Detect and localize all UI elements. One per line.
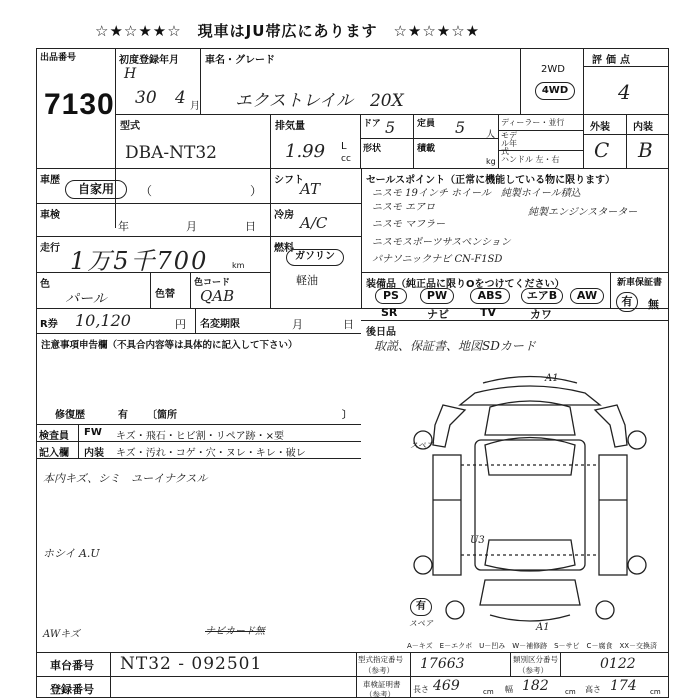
equip-airbag: エアB [521, 288, 563, 304]
warranty-label: 新車保証書 [617, 278, 663, 288]
name-change-month: 月 [292, 318, 303, 331]
height-unit: cm [650, 688, 661, 696]
fuel-label: 燃料 [274, 243, 294, 254]
warranty-yes: 有 [616, 292, 638, 312]
displacement-value: 1.99 [285, 141, 326, 162]
repair-close: 〕 [342, 410, 352, 421]
color-label: 色 [40, 279, 50, 290]
diagram-mark-spare-left: スペア [410, 441, 434, 450]
recycle-value: 10,120 [75, 311, 131, 330]
inspection-year-unit: 年 [118, 220, 129, 233]
sales-point-1: ニスモ 19インチ ホイール 純製ホイール積込 [372, 188, 581, 199]
width-label: 幅 [505, 685, 513, 694]
capacity-value: 5 [455, 118, 466, 137]
first-registration-label: 初度登録年月 [119, 55, 179, 66]
lot-number: 7130 [44, 88, 115, 121]
inspector-label: 検査員 [39, 431, 69, 442]
type-number-value: 17663 [420, 656, 465, 672]
color-code-value: QAB [200, 287, 235, 305]
car-name-label: 車名・グレード [205, 55, 275, 66]
load-label: 積載 [417, 144, 436, 154]
color-change-label: 色替 [155, 289, 175, 300]
sales-point-2: ニスモ エアロ [372, 202, 436, 213]
length-value: 469 [433, 678, 460, 694]
diagram-mark-rear: A1 [536, 622, 550, 633]
chassis-label: 車台番号 [50, 659, 94, 672]
equip-navi: ナビ [427, 308, 449, 321]
history-label: 車歴 [40, 175, 60, 186]
car-damage-diagram [395, 365, 665, 640]
first-registration-era: H [124, 66, 137, 82]
name-change-label: 名変期限 [200, 319, 240, 330]
drive-2wd: 2WD [541, 64, 565, 75]
handle-label: ハンドル 左・右 [501, 155, 560, 164]
reg-number-label: 登録番号 [50, 683, 94, 696]
model-year-label: モデル年式 [501, 131, 517, 156]
diagram-legend: A－キズ E－エクボ U－凹み W－補修跡 S－サビ C－腐食 XX－交換済 [407, 642, 658, 650]
diagram-mark-front: A1 [545, 373, 559, 384]
class-number-value: 0122 [600, 656, 636, 672]
mileage-value: 1万5千700 [70, 247, 209, 275]
equip-aw: AW [570, 288, 604, 304]
inspector-interior: 内装 [84, 448, 104, 459]
type-number-label: 型式指定番号 [358, 655, 403, 664]
history-paren-close: ） [250, 184, 263, 198]
mileage-label: 走行 [40, 243, 60, 254]
inspection-label: 車検 [40, 210, 60, 221]
model-value: DBA-NT32 [125, 143, 217, 163]
repair-place: 〔箇所 [147, 410, 177, 421]
aircon-label: 冷房 [274, 210, 294, 221]
handwritten-note-1: 本内キズ、シミ ユーイナクスル [43, 472, 208, 485]
lot-label: 出品番号 [40, 53, 77, 63]
doors-label: ドア [363, 119, 381, 129]
exterior-label: 外装 [590, 122, 610, 133]
handwritten-note-4: ナビカード無 [205, 626, 265, 637]
capacity-unit: 人 [486, 130, 496, 140]
inspection-day-unit: 日 [245, 220, 256, 233]
handwritten-note-2: ホシイ A.U [43, 547, 100, 560]
shape-label: 形状 [363, 144, 382, 154]
load-unit: kg [486, 157, 496, 166]
history-value: 自家用 [65, 180, 127, 199]
height-label: 高さ [585, 685, 601, 694]
name-change-day: 日 [343, 318, 354, 331]
repair-value: 有 [118, 410, 128, 421]
shift-label: シフト [274, 175, 304, 186]
notes-label: 注意事項申告欄（不具合内容等は具体的に記入して下さい） [41, 340, 298, 351]
page-title: ☆★☆★★☆ 現車はJU帯広にあります ☆★☆★☆★ [95, 22, 481, 40]
equip-ps: PS [375, 288, 407, 304]
equipment-label: 装備品（純正品に限りOをつけてください） [366, 279, 565, 290]
repair-label: 修復歴 [55, 410, 85, 421]
displacement-unit-cc: cc [341, 154, 351, 164]
height-value: 174 [610, 678, 637, 694]
sales-point-3: ニスモ マフラー [372, 219, 446, 230]
diagram-mark-yes: 有 [410, 598, 432, 616]
width-value: 182 [522, 678, 549, 694]
dealer-label: ディーラー・並行 [501, 118, 565, 127]
inspection-month-unit: 月 [186, 220, 197, 233]
class-number-label: 類別区分番号 [513, 655, 558, 664]
interior-value: B [638, 138, 653, 162]
car-name-value: エクストレイル 20X [235, 91, 404, 111]
equip-leather: カワ [530, 308, 552, 321]
model-label: 型式 [120, 121, 140, 132]
interior-label: 内装 [633, 122, 653, 133]
displacement-label: 排気量 [275, 121, 305, 132]
aircon-value: A/C [300, 214, 328, 232]
attachments-label: 後日品 [366, 327, 396, 338]
length-label: 長さ [413, 685, 429, 694]
evaluation-label: 評価点 [592, 55, 634, 66]
evaluation-value: 4 [618, 80, 631, 104]
first-registration-year: 30 [135, 88, 157, 108]
equip-tv: TV [480, 306, 497, 319]
inspector-row2: キズ・汚れ・コゲ・穴・ヌレ・キレ・破レ [116, 448, 306, 459]
equip-abs: ABS [470, 288, 510, 304]
type-number-sub: （参考） [364, 666, 394, 675]
exterior-value: C [594, 138, 610, 162]
sales-point-4: ニスモスポーツサスペンション [372, 237, 511, 248]
certificate-label: 車検証明書 [363, 680, 401, 689]
handwritten-note-3: AWキズ [43, 629, 80, 640]
sales-points-label: セールスポイント（正常に機能している物に限ります） [366, 175, 616, 186]
chassis-value: NT32 - 092501 [120, 654, 263, 674]
certificate-sub: （参考） [365, 690, 395, 699]
first-registration-month-unit: 月 [190, 101, 200, 112]
attachments-value: 取説、保証書、地図SDカード [374, 339, 536, 353]
shift-value: AT [300, 180, 321, 198]
diagram-mark-u3: U3 [470, 535, 485, 546]
recycle-label: R券 [40, 319, 58, 330]
color-value: パール [65, 291, 107, 307]
sales-point-5: パナソニックナビ CN-F1SD [372, 254, 503, 265]
width-unit: cm [565, 688, 576, 696]
first-registration-month: 4 [175, 88, 186, 108]
diagram-mark-spare-rear: スペア [409, 619, 433, 628]
displacement-unit: L [341, 141, 347, 152]
fuel-diesel: 軽油 [296, 274, 318, 287]
equip-sr: SR [381, 306, 398, 319]
capacity-label: 定員 [417, 119, 436, 129]
history-paren-open: （ [140, 184, 153, 198]
doors-value: 5 [385, 118, 396, 137]
length-unit: cm [483, 688, 494, 696]
inspector-fw: FW [84, 427, 102, 438]
color-code-label: 色コード [194, 278, 231, 288]
inspector-label-2: 記入欄 [39, 448, 69, 459]
sales-point-extra: 純製エンジンスターター [528, 207, 638, 218]
drive-4wd: 4WD [535, 82, 575, 100]
equip-pw: PW [420, 288, 454, 304]
class-number-sub: （参考） [518, 666, 548, 675]
inspector-row1: キズ・飛石・ヒビ割・リペア跡・×要 [116, 431, 284, 442]
mileage-unit: km [232, 261, 245, 270]
warranty-no: 無 [648, 298, 659, 311]
fuel-gasoline: ガソリン [286, 249, 344, 266]
recycle-unit: 円 [175, 318, 186, 331]
